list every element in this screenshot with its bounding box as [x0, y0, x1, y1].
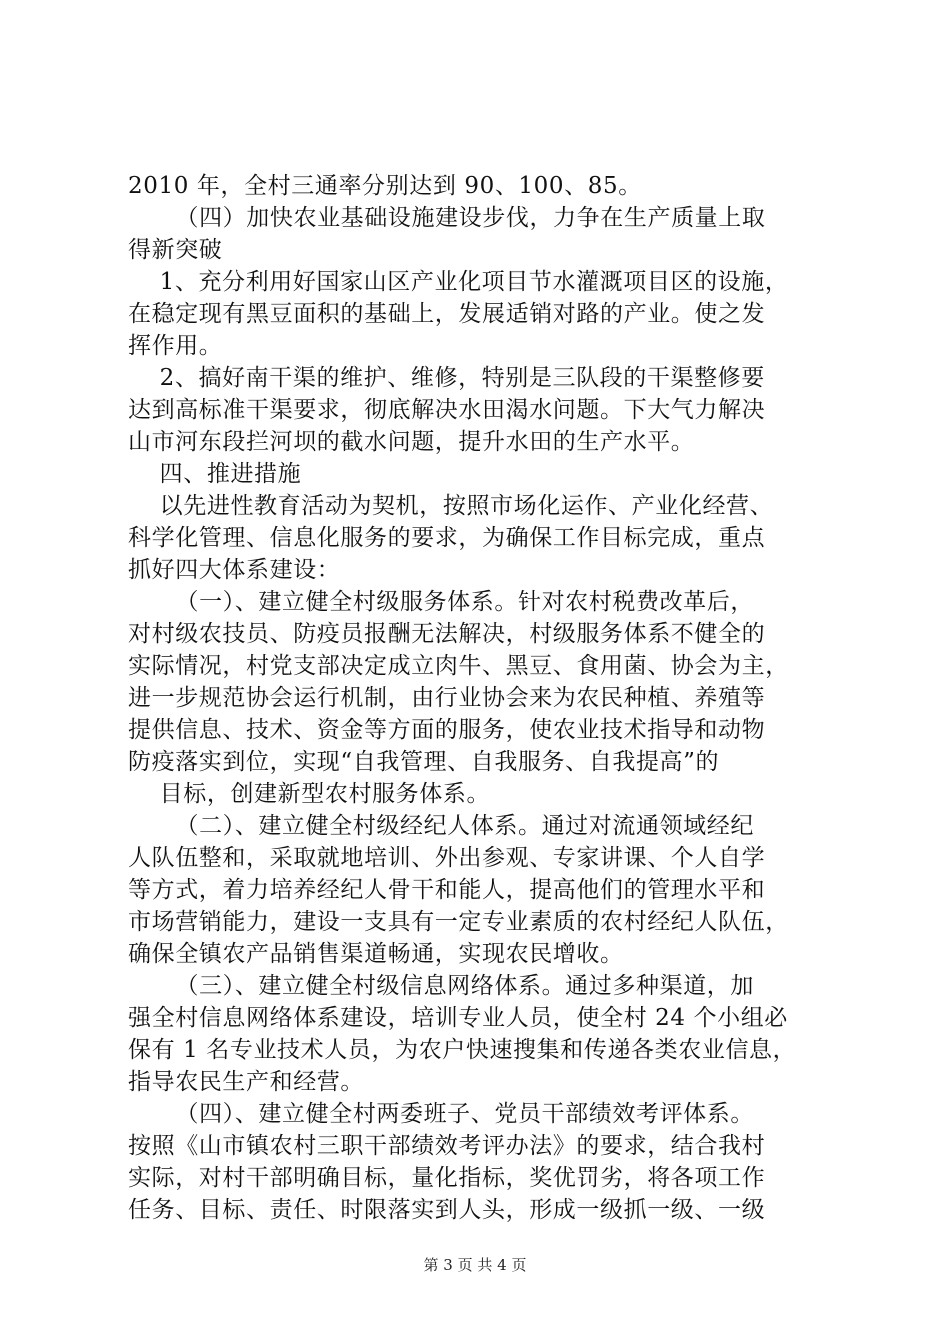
page-number: 第 3 页 共 4 页	[423, 1256, 527, 1274]
text-line: 在稳定现有黑豆面积的基础上，发展适销对路的产业。使之发	[128, 301, 766, 327]
text-line: 指导农民生产和经营。	[128, 1069, 364, 1095]
text-line: 按照《山市镇农村三职干部绩效考评办法》的要求，结合我村	[128, 1133, 766, 1159]
text-line: （四）、建立健全村两委班子、党员干部绩效考评体系。	[128, 1101, 754, 1127]
text-line: 保有 1 名专业技术人员，为农户快速搜集和传递各类农业信息，	[128, 1037, 797, 1063]
text-line: 山市河东段拦河坝的截水问题，提升水田的生产水平。	[128, 429, 695, 455]
text-line: （二）、建立健全村级经纪人体系。通过对流通领域经纪	[128, 813, 754, 839]
text-line: （三）、建立健全村级信息网络体系。通过多种渠道，加	[128, 973, 754, 999]
text-line: 防疫落实到位，实现“自我管理、自我服务、自我提高”的	[128, 749, 720, 775]
section-heading: 四、推进措施	[128, 461, 302, 487]
text-line: 人队伍整和，采取就地培训、外出参观、专家讲课、个人自学	[128, 845, 766, 871]
text-line: 确保全镇农产品销售渠道畅通，实现农民增收。	[128, 941, 624, 967]
text-line: 进一步规范协会运行机制，由行业协会来为农民种植、养殖等	[128, 685, 766, 711]
text-line: （四）加快农业基础设施建设步伐，力争在生产质量上取	[128, 205, 766, 231]
text-line: 2、搞好南干渠的维护、维修，特别是三队段的干渠整修要	[128, 365, 765, 391]
text-line: 2010 年，全村三通率分别达到 90、100、85。	[128, 173, 642, 199]
text-line: 实际，对村干部明确目标，量化指标，奖优罚劣，将各项工作	[128, 1165, 766, 1191]
text-line: 以先进性教育活动为契机，按照市场化运作、产业化经营、	[128, 493, 774, 519]
text-line: 抓好四大体系建设：	[128, 557, 341, 583]
text-line: 1、充分利用好国家山区产业化项目节水灌溉项目区的设施，	[128, 269, 789, 295]
text-line: 实际情况，村党支部决定成立肉牛、黑豆、食用菌、协会为主，	[128, 653, 789, 679]
text-line: 提供信息、技术、资金等方面的服务，使农业技术指导和动物	[128, 717, 766, 743]
document-body	[128, 170, 828, 1226]
text-line: 科学化管理、信息化服务的要求，为确保工作目标完成，重点	[128, 525, 766, 551]
text-line: 目标，创建新型农村服务体系。	[128, 781, 491, 807]
text-line: 达到高标准干渠要求，彻底解决水田渴水问题。下大气力解决	[128, 397, 766, 423]
page-footer	[0, 1254, 950, 1275]
text-line: 挥作用。	[128, 333, 223, 359]
text-line: （一）、建立健全村级服务体系。针对农村税费改革后，	[128, 589, 754, 615]
text-line: 强全村信息网络体系建设，培训专业人员，使全村 24 个小组必	[128, 1005, 788, 1031]
text-line: 得新突破	[128, 237, 223, 263]
text-line: 任务、目标、责任、时限落实到人头，形成一级抓一级、一级	[128, 1197, 766, 1223]
text-line: 等方式，着力培养经纪人骨干和能人，提高他们的管理水平和	[128, 877, 766, 903]
text-line: 对村级农技员、防疫员报酬无法解决，村级服务体系不健全的	[128, 621, 766, 647]
text-line: 市场营销能力，建设一支具有一定专业素质的农村经纪人队伍，	[128, 909, 789, 935]
